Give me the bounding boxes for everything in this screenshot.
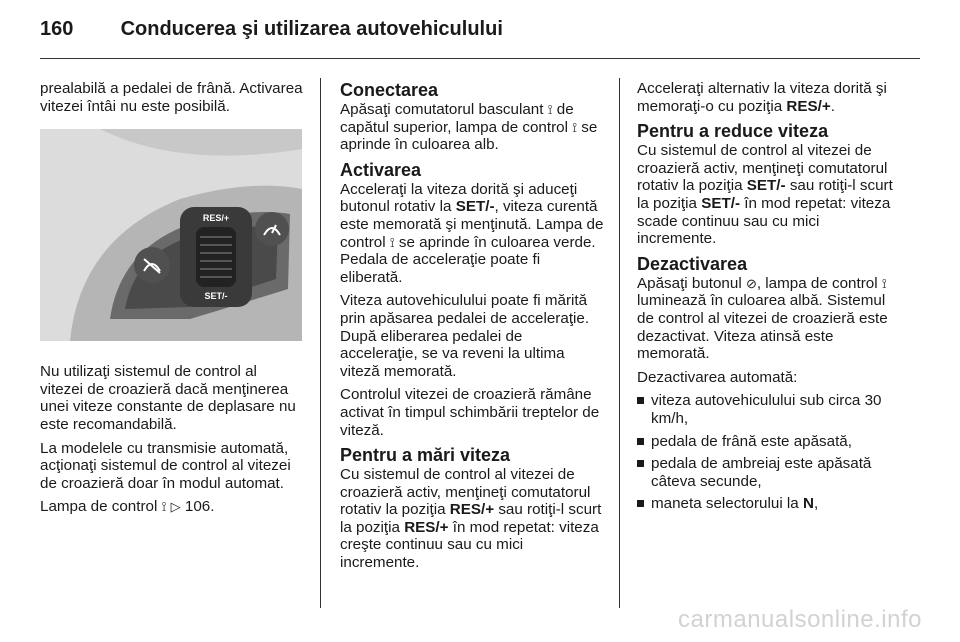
heading-activate: Activarea — [340, 159, 422, 180]
steering-wheel-controls-image — [40, 129, 302, 341]
bullet-icon — [637, 438, 644, 445]
paragraph-automatic: La modelele cu transmisie automată, acţionaţi sistemul de control al vitezei de croazieră doar în modul automat. — [40, 439, 291, 492]
cruise-control-icon: ⟟ — [881, 275, 887, 291]
paragraph-deactivate: Apăsaţi butonul ⊘, lampa de control ⟟ luminează în culoarea albă. Sistemul de control al vitezei de croazieră este dezactivat. Viteza atinsă este memorată. — [637, 274, 888, 363]
bullet-icon — [637, 460, 644, 467]
page-header — [40, 18, 503, 41]
paragraph-gear-change: Controlul vitezei de croazieră rămâne activat în timpul schimbării treptelor de viteză. — [340, 386, 600, 439]
auto-deactivate-list — [637, 392, 901, 513]
paragraph-reduce: Cu sistemul de control al vitezei de croazieră activ, menţineţi comutatorul rotativ la poziţia SET/- sau rotiţi-l scurt la poziţia SET/- în mod repetat: viteza scade continuu sau cu mici incremente. — [637, 142, 893, 248]
steering-wheel-illustration — [40, 129, 302, 341]
bullet-icon — [637, 500, 644, 507]
paragraph-speed-increase: Viteza autovehiculului poate fi mărită prin apăsarea pedalei de acceleraţie. După eliberarea pedalei de acceleraţie, se va reveni la ultima viteză memorată. — [340, 292, 590, 380]
paragraph-brake: prealabilă a pedalei de frână. Activarea vitezei întâi nu este posibilă. — [40, 80, 303, 115]
page-number: 160 — [40, 18, 74, 40]
cruise-control-icon: ⟟ — [547, 102, 553, 117]
paragraph-connect: Apăsaţi comutatorul basculant ⟟ de capătul superior, lampa de control ⟟ se aprinde în culoarea alb. — [340, 101, 598, 154]
cruise-control-icon: ⟟ — [572, 119, 578, 135]
cruise-cancel-icon: ⊘ — [745, 275, 757, 291]
paragraph-auto-deactivate: Dezactivarea automată: — [637, 368, 798, 386]
set-label: SET/- — [204, 291, 228, 302]
res-label: RES/+ — [202, 213, 230, 224]
column-divider-2 — [619, 78, 620, 608]
paragraph-control-lamp: Lampa de control ⟟ ▷ 106. — [40, 498, 215, 516]
paragraph-increase: Cu sistemul de control al vitezei de croazieră activ, menţineţi comutatorul rotativ la poziţia RES/+ sau rotiţi-l scurt la poziţia RES/+ în mod repetat: viteza creşte continuu sau cu mici incremente. — [340, 466, 602, 572]
page-reference-icon: ▷ — [170, 499, 181, 515]
list-item: pedala de ambreiaj este apăsată câteva secunde, — [637, 455, 901, 490]
list-item: pedala de frână este apăsată, — [637, 433, 901, 451]
heading-deactivate: Dezactivarea — [637, 253, 748, 274]
cruise-control-icon: ⟟ — [161, 499, 167, 515]
column-1 — [40, 80, 304, 522]
bullet-icon — [637, 397, 644, 404]
column-2 — [340, 80, 604, 578]
header-rule — [40, 58, 920, 59]
cruise-control-icon: ⟟ — [389, 234, 395, 250]
watermark: carmanualsonline.info — [678, 606, 922, 633]
column-divider-1 — [320, 78, 321, 608]
heading-increase: Pentru a mări viteza — [340, 445, 511, 466]
list-item: viteza autovehiculului sub circa 30 km/h, — [637, 392, 901, 427]
heading-reduce: Pentru a reduce viteza — [637, 121, 829, 142]
column-3 — [637, 80, 901, 518]
paragraph-alternative: Acceleraţi alternativ la viteza dorită şi memoraţi-o cu poziţia RES/+. — [637, 80, 887, 115]
page-title: Conducerea şi utilizarea autovehiculului — [120, 18, 503, 40]
list-item: maneta selectorului la N, — [637, 495, 901, 513]
paragraph-activate: Acceleraţi la viteza dorită şi aduceţi butonul rotativ la SET/-, viteza curentă este memorată şi menţinută. Lampa de control ⟟ se aprinde în culoarea verde. Pedala de acceleraţie poate fi eliberată. — [340, 180, 604, 286]
heading-connect: Conectarea — [340, 80, 439, 100]
paragraph-not-recommended: Nu utilizaţi sistemul de control al vitezei de croazieră dacă menţinerea unei viteze constante de deplasare nu este recomandabilă. — [40, 363, 296, 433]
